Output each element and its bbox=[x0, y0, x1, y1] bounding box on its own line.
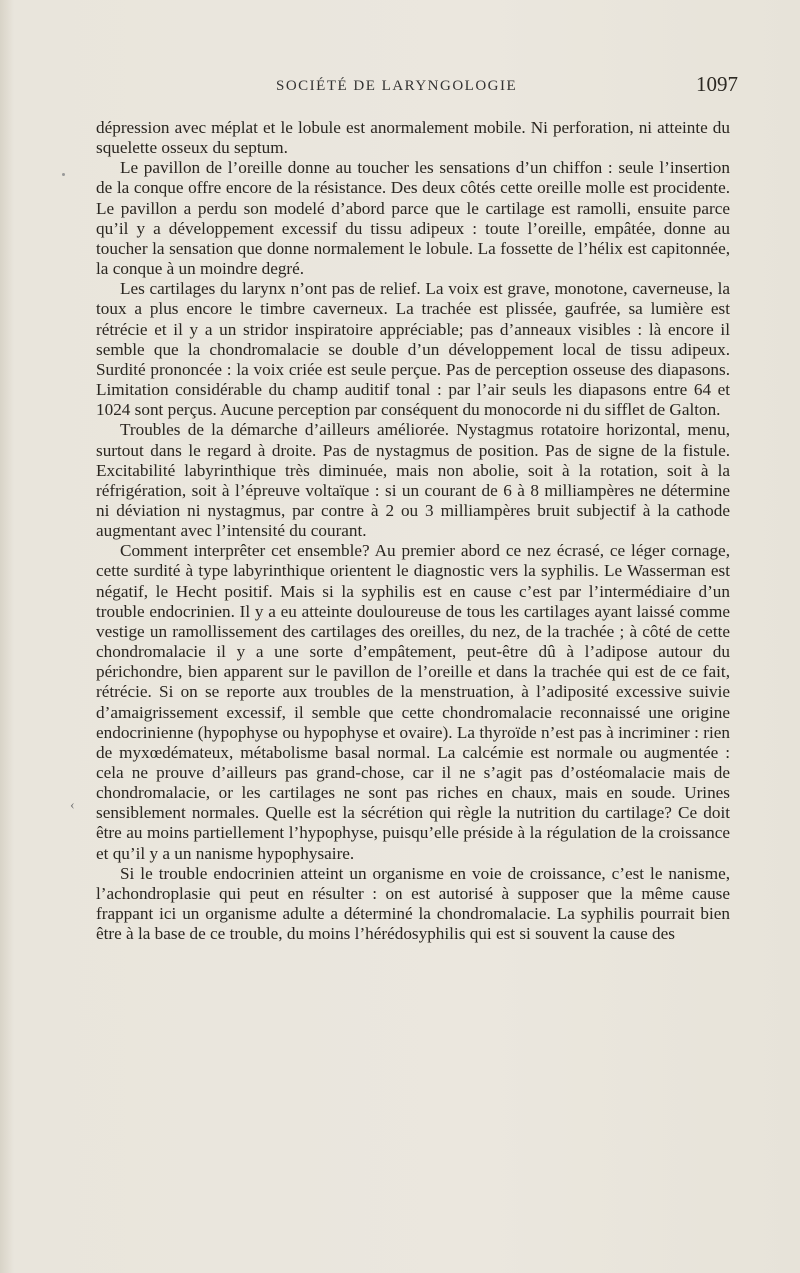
paragraph: Les cartilages du larynx n’ont pas de relief. La voix est grave, monotone, caverneuse, la toux a plus encore le timbre caverneux. La trachée est plissée, gaufrée, sa lumière est rétrécie et il y a un stridor inspiratoire appréciable; pas d’anneaux visibles : là encore il semble que la chondromalacie se double d’un développement local de tissu adipeux. Surdité prononcée : la voix criée est seule perçue. Pas de perception osseuse des diapasons. Limitation considérable du champ auditif tonal : par l’air seuls les diapasons entre 64 et 1024 sont perçus. Aucune perception par conséquent du monocorde ni du sifflet de Galton. bbox=[96, 279, 730, 420]
paragraph-continuation: dépression avec méplat et le lobule est anormalement mobile. Ni perforation, ni atteinte du squelette osseux du septum. bbox=[96, 118, 730, 158]
page-header bbox=[110, 72, 740, 100]
margin-dot bbox=[62, 173, 65, 176]
page-number: 1097 bbox=[696, 72, 738, 96]
paragraph: Troubles de la démarche d’ailleurs améliorée. Nystagmus rotatoire horizontal, menu, surtout dans le regard à droite. Pas de nystagmus de position. Pas de signe de la fistule. Excitabilité labyrinthique très diminuée, mais non abolie, soit à la rotation, soit à la réfrigération, soit à l’épreuve voltaïque : si un courant de 6 à 8 milliampères ne détermine ni déviation ni nystagmus, par contre à 2 ou 3 milliampères bruit subjectif à la cathode augmentant avec l’intensité du courant. bbox=[96, 420, 730, 541]
running-head: SOCIÉTÉ DE LARYNGOLOGIE bbox=[276, 78, 518, 94]
paragraph: Comment interprêter cet ensemble? Au premier abord ce nez écrasé, ce léger cornage, cette surdité à type labyrinthique orientent le diagnostic vers la syphilis. Le Wasserman est négatif, le Hecht positif. Mais si la syphilis est en cause c’est par l’intermédiaire d’un trouble endocrinien. Il y a eu atteinte douloureuse de tous les cartilages ayant laissé comme vestige un ramollissement des cartilages des oreilles, du nez, de la trachée ; à côté de cette chondromalacie il y a une sorte d’empâtement, peut-être dû à l’adipose autour du périchondre, bien apparent sur le pavillon de l’oreille et dans la trachée qui est de ce fait, rétrécie. Si on se reporte aux troubles de la menstruation, à l’adiposité excessive suivie d’amaigrissement excessif, il semble que cette chondromalacie reconnaissé une origine endocrinienne (hypophyse ou hypophyse et ovaire). La thyroïde n’est pas à incriminer : rien de myxœdémateux, métabolisme basal normal. La calcémie est normale ou augmentée : cela ne prouve d’ailleurs pas grand-chose, car il ne s’agit pas d’ostéomalacie mais de chondromalacie, or les cartilages ne sont pas riches en chaux, mais en soude. Urines sensiblement normales. Quelle est la sécrétion qui règle la nutrition du cartilage? Ce doit être au moins partiellement l’hypophyse, puisqu’elle préside à la régulation de la croissance et qu’il y a un nanisme hypophysaire. bbox=[96, 541, 730, 863]
margin-mark-icon: ‹ bbox=[70, 798, 75, 813]
paragraph: Si le trouble endocrinien atteint un organisme en voie de croissance, c’est le nanisme, l’achondroplasie qui peut en résulter : on est autorisé à supposer que la même cause frappant ici un organisme adulte a déterminé la chondromalacie. La syphilis pourrait bien être à la base de ce trouble, du moins l’hérédosyphilis qui est si souvent la cause des bbox=[96, 863, 730, 944]
paragraph: Le pavillon de l’oreille donne au toucher les sensations d’un chiffon : seule l’insertion de la conque offre encore de la résistance. Des deux côtés cette oreille molle est procidente. Le pavillon a perdu son modelé d’abord parce que le cartilage est ramolli, ensuite parce qu’il y a développement excessif du tissu adipeux : toute l’oreille, empâtée, donne au toucher la sensation que donne normalement le lobule. La fossette de l’hélix est capitonnée, la conque à un moindre degré. bbox=[96, 158, 730, 279]
body-text bbox=[96, 118, 730, 944]
